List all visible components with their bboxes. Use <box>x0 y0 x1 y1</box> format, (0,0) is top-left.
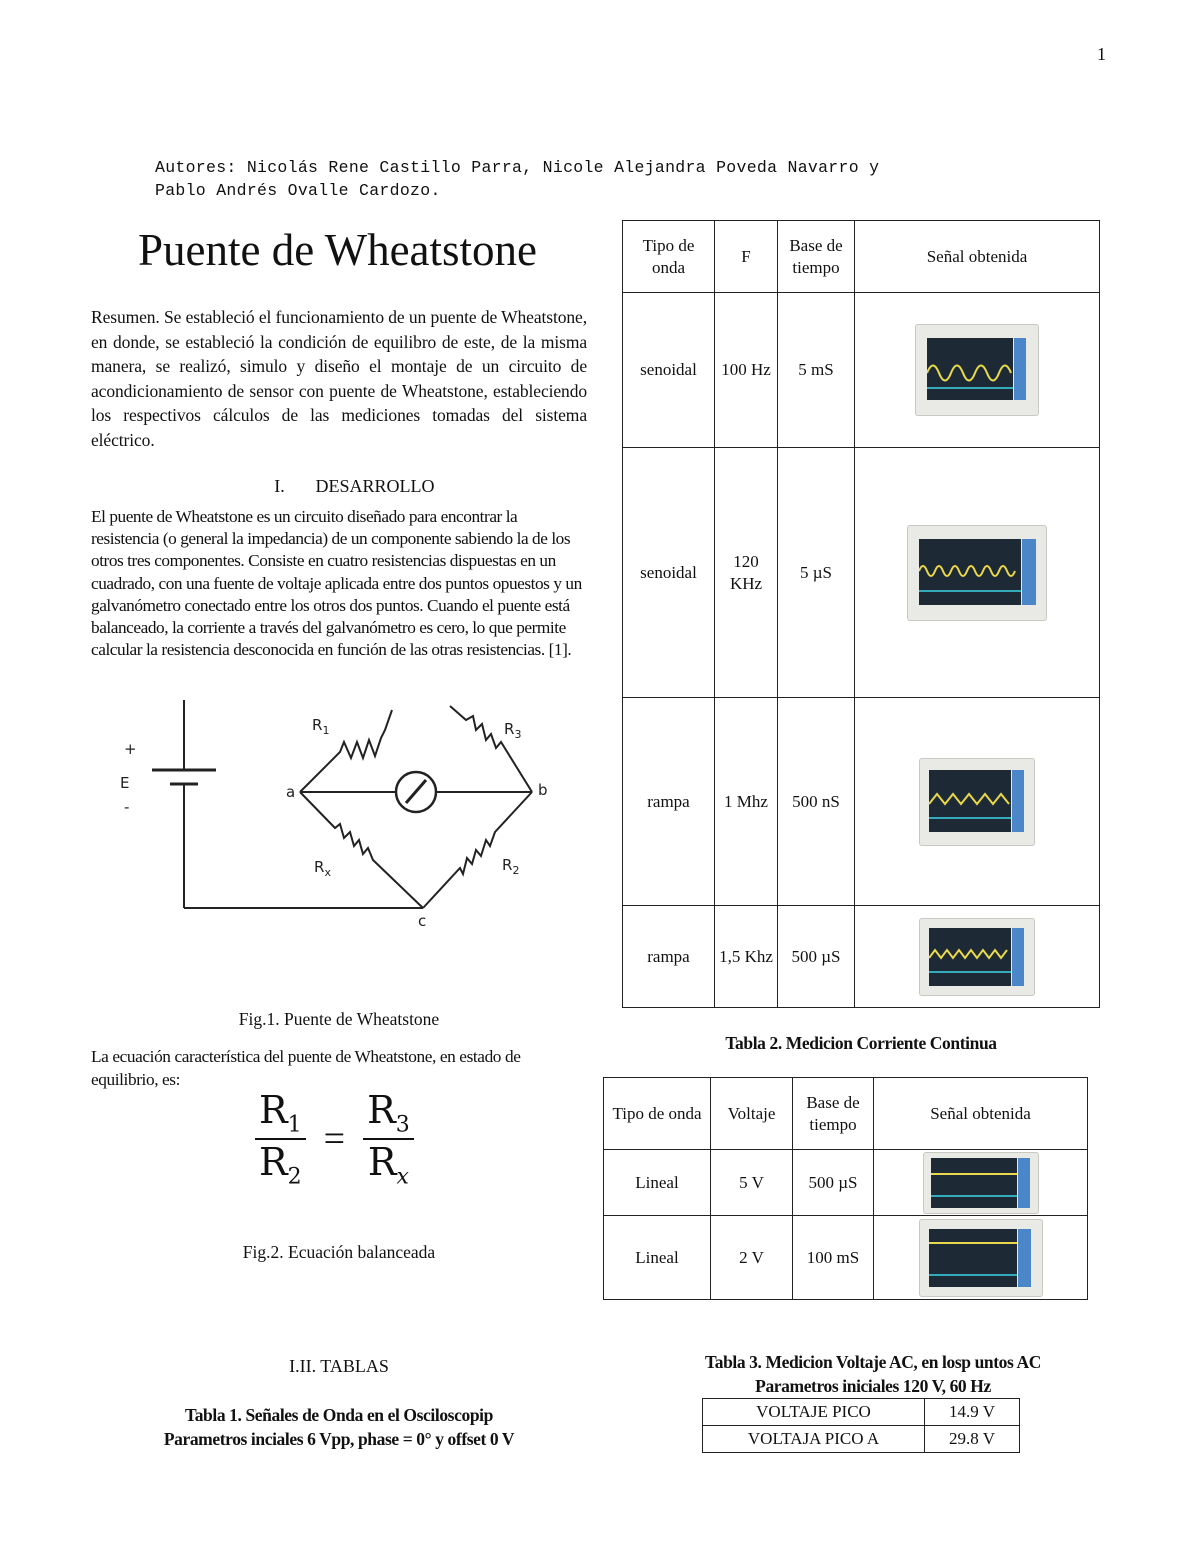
equation-left-fraction <box>255 1088 306 1189</box>
table-header-row <box>623 221 1100 293</box>
cell-signal-image <box>874 1150 1088 1216</box>
body-paragraph: El puente de Wheatstone es un circuito diseñado para encontrar la resistencia (o general la impedancia) de un componente sabiendo la de los otros tres componentes. Consiste en cuatro resistencias dispuestas en un cuadrado, con una fuente de voltaje aplicada entre dos puntos opuestos y un galvanómetro conectado entre los otros dos puntos. Cuando el puente está balanceado, la corriente a través del galvanómetro es cero, lo que permite calcular la resistencia desconocida en función de las otras resistencias. [1]. <box>91 507 582 660</box>
cell-tipo: Lineal <box>604 1150 711 1216</box>
equation-left-numerator: $R_1$ <box>259 1088 302 1138</box>
cell-voltaje: 2 V <box>711 1216 793 1300</box>
abstract: Resumen. Se estableció el funcionamiento de un puente de Wheatstone, en donde, se estableció la condición de equilibro de este, de la misma manera, se realizó, simulo y diseño el montaje de un circuito de acondicionamiento de sensor con puente de Wheatstone, estableciendo los respectivos cálculos de las mediciones tomadas del sistema eléctrico. <box>91 307 587 450</box>
authors-line-2: Pablo Andrés Ovalle Cardozo. <box>155 181 441 200</box>
oscilloscope-photo <box>919 1219 1043 1297</box>
r2-letter: R <box>502 856 513 874</box>
r1-letter: R <box>312 716 323 734</box>
header-base: Base de tiempo <box>793 1078 874 1150</box>
equation-intro: La ecuación característica del puente de Wheatstone, en estado de equilibrio, es: <box>91 1047 521 1089</box>
r1-subscript: 1 <box>322 724 330 737</box>
table2-title: Tabla 2. Medicion Corriente Continua <box>725 1033 997 1053</box>
table3 <box>702 1398 1020 1453</box>
fig1-caption: Fig.1. Puente de Wheatstone <box>238 1009 440 1029</box>
equation-left-denominator: $R_2$ <box>259 1139 302 1190</box>
cell-value: 29.8 V <box>925 1426 1020 1453</box>
cell-base: 5 mS <box>778 293 855 448</box>
cell-signal-image <box>855 448 1100 698</box>
table-row <box>604 1150 1088 1216</box>
paper-title: Puente de Wheatstone <box>137 225 538 275</box>
cell-f: 1,5 Khz <box>715 906 778 1008</box>
cell-base: 100 mS <box>793 1216 874 1300</box>
equation-right-fraction <box>363 1088 414 1189</box>
section-heading-tablas: I.II. TABLAS <box>289 1356 389 1376</box>
cell-value: 14.9 V <box>925 1399 1020 1426</box>
header-f: F <box>715 221 778 293</box>
header-voltaje: Voltaje <box>711 1078 793 1150</box>
cell-f: 120 KHz <box>715 448 778 698</box>
r2-subscript: 2 <box>512 864 520 877</box>
circuit-plus-label: + <box>124 740 137 758</box>
resistor-r2 <box>423 792 532 908</box>
oscilloscope-photo <box>915 324 1039 416</box>
cell-tipo: Lineal <box>604 1216 711 1300</box>
header-base: Base de tiempo <box>778 221 855 293</box>
node-b-label: b <box>538 781 548 799</box>
r1-label <box>312 716 329 737</box>
circuit-minus-label: - <box>124 798 130 816</box>
oscilloscope-photo <box>907 525 1047 621</box>
table-row <box>703 1426 1020 1453</box>
equation-right-numerator: $R_3$ <box>367 1088 410 1138</box>
cell-label: VOLTAJA PICO A <box>703 1426 925 1453</box>
rx-letter: R <box>314 858 325 876</box>
section-title: DESARROLLO <box>315 476 435 496</box>
table-row <box>703 1399 1020 1426</box>
cell-label: VOLTAJE PICO <box>703 1399 925 1426</box>
table1-title <box>91 1403 587 1451</box>
wheatstone-circuit-diagram <box>110 700 570 940</box>
header-senal: Señal obtenida <box>855 221 1100 293</box>
cell-signal-image <box>855 293 1100 448</box>
page-number: 1 <box>1097 44 1106 64</box>
table-row <box>604 1216 1088 1300</box>
node-a-label: a <box>286 783 296 801</box>
cell-signal-image <box>855 698 1100 906</box>
oscilloscope-photo <box>919 918 1035 996</box>
fig2-caption: Fig.2. Ecuación balanceada <box>242 1242 436 1262</box>
cell-tipo: senoidal <box>623 293 715 448</box>
equation-equals: = <box>323 1117 346 1160</box>
r3-label <box>504 720 521 741</box>
r2-label <box>502 856 519 877</box>
section-number: I. <box>274 476 285 496</box>
table-row <box>623 293 1100 448</box>
table-row <box>623 906 1100 1008</box>
cell-base: 500 nS <box>778 698 855 906</box>
oscilloscope-photo <box>919 758 1035 846</box>
cell-tipo: rampa <box>623 698 715 906</box>
rx-subscript: x <box>324 866 331 879</box>
oscilloscope-photo <box>923 1152 1039 1214</box>
section-heading-desarrollo <box>91 476 587 497</box>
cell-signal-image <box>874 1216 1088 1300</box>
rx-label <box>314 858 331 879</box>
table-row <box>623 698 1100 906</box>
cell-f: 100 Hz <box>715 293 778 448</box>
cell-tipo: rampa <box>623 906 715 1008</box>
table3-title <box>603 1350 1143 1398</box>
table3-title-line1: Tabla 3. Medicion Voltaje AC, en losp untos AC <box>705 1352 1041 1372</box>
cell-base: 500 µS <box>793 1150 874 1216</box>
cell-signal-image <box>855 906 1100 1008</box>
node-c-label: c <box>418 912 427 930</box>
waveform-table <box>622 220 1100 1008</box>
balance-equation <box>255 1088 414 1189</box>
cell-base: 500 µS <box>778 906 855 1008</box>
equation-right-denominator: $R_x$ <box>367 1139 409 1190</box>
header-senal: Señal obtenida <box>874 1078 1088 1150</box>
authors-line-1: Autores: Nicolás Rene Castillo Parra, Nicole Alejandra Poveda Navarro y <box>155 158 880 177</box>
table3-title-line2: Parametros iniciales 120 V, 60 Hz <box>755 1376 991 1396</box>
table-header-row <box>604 1078 1088 1150</box>
r3-letter: R <box>504 720 515 738</box>
cell-tipo: senoidal <box>623 448 715 698</box>
cell-voltaje: 5 V <box>711 1150 793 1216</box>
cell-base: 5 µS <box>778 448 855 698</box>
galvanometer-needle <box>406 780 426 803</box>
table2 <box>603 1077 1088 1300</box>
table-row <box>623 448 1100 698</box>
cell-f: 1 Mhz <box>715 698 778 906</box>
resistor-r3 <box>450 706 532 792</box>
table1-title-line1: Tabla 1. Señales de Onda en el Osciloscopip <box>185 1405 493 1425</box>
r3-subscript: 3 <box>514 728 522 741</box>
authors <box>155 156 1055 202</box>
header-tipo: Tipo de onda <box>623 221 715 293</box>
table1-title-line2: Parametros inciales 6 Vpp, phase = 0° y offset 0 V <box>163 1429 515 1449</box>
circuit-source-label: E <box>120 774 130 792</box>
header-tipo: Tipo de onda <box>604 1078 711 1150</box>
